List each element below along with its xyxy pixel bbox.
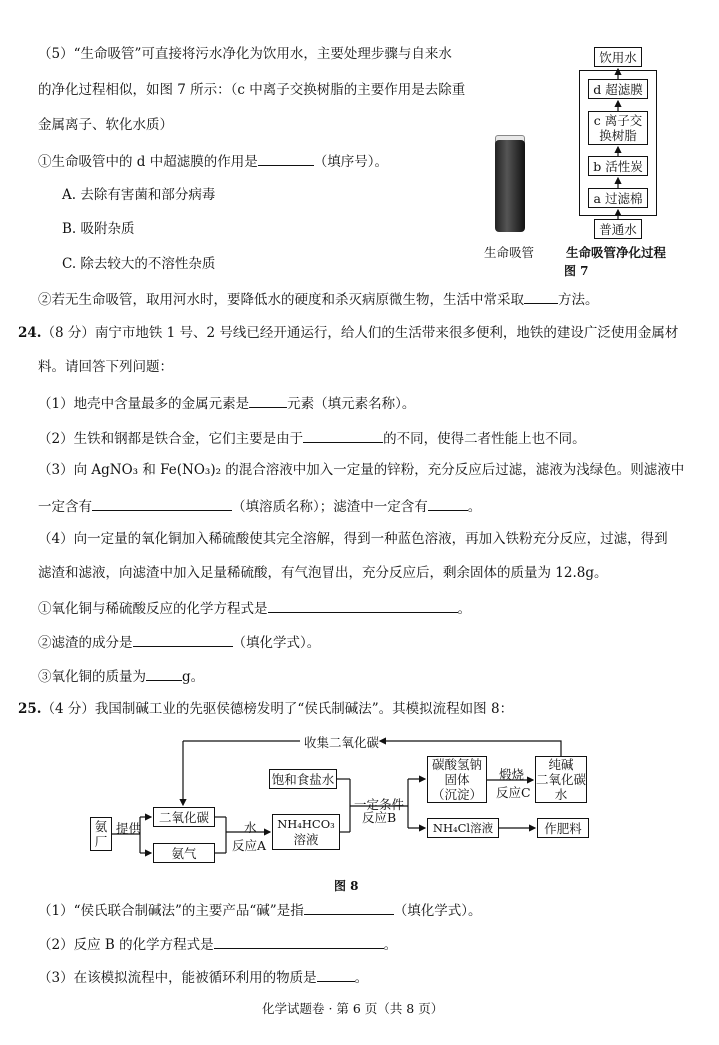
fig8-nahco3-l1: 碳酸氢钠 <box>431 757 482 772</box>
q24-p4-sub3-text: ③氧化铜的质量为 <box>38 669 146 685</box>
q25-p3 <box>38 967 368 987</box>
fig8-reaction-b: 反应B <box>362 810 397 825</box>
q25-p1-tail: （填化学式）。 <box>393 903 482 919</box>
fig7-caption: 图 7 <box>564 264 589 278</box>
fig8-water: 水 <box>244 820 257 835</box>
fig8-soda-l1: 纯碱 <box>548 757 574 772</box>
fig7-box-ordinary-water: 普通水 <box>594 219 642 239</box>
q23-p5-line1: （5）“生命吸管”可直接将污水净化为饮用水，主要处理步骤与自来水 <box>38 46 452 62</box>
fig8-soda-l2: 二氧化碳 <box>536 772 587 787</box>
q25-number: 25. <box>18 701 42 717</box>
q23-option-a: A. 去除有害菌和部分病毒 <box>62 187 216 203</box>
q23-sub1-tail: （填序号）。 <box>313 154 388 170</box>
q25-p2-text: （2）反应 B 的化学方程式是 <box>38 937 214 953</box>
fig8-nahco3-l3: （沉淀） <box>431 787 482 802</box>
fig8-box-brine: 饱和食盐水 <box>269 769 337 789</box>
fig7-label-process: 生命吸管净化过程 <box>566 245 667 260</box>
fig8-soda-l3: 水 <box>554 787 568 802</box>
fig8-calcine: 煅烧 <box>499 767 525 782</box>
q24-p4-sub3-tail: g。 <box>182 669 205 685</box>
fig8-reaction-a: 反应A <box>232 838 267 853</box>
q24-p4-line1: （4）向一定量的氧化铜加入稀硫酸使其完全溶解，得到一种蓝色溶液，再加入铁粉充分反应，过滤，得到 <box>38 531 668 547</box>
fig8-nh4hco3-l1: NH₄HCO₃ <box>277 817 335 831</box>
fig8-collect-co2: 收集二氧化碳 <box>304 735 380 750</box>
q24-p4-sub2-text: ②滤渣的成分是 <box>38 635 133 651</box>
q24-p1-text: （1）地壳中含量最多的金属元素是 <box>38 396 250 412</box>
q25-p1 <box>38 900 481 920</box>
q24-p3-line2b: （填溶质名称）；滤渣中一定含有 <box>232 499 428 515</box>
q24-p3-line2a: 一定含有 <box>38 499 92 515</box>
fig7-box-drinking-water: 饮用水 <box>594 47 642 67</box>
q24-p2-tail: 的不同，使得二者性能上也不同。 <box>383 431 586 447</box>
fig7-box-c-line2: 换树脂 <box>599 128 637 143</box>
q25-intro-text: （4 分）我国制碱工业的先驱侯德榜发明了“侯氏制碱法”。其模拟流程如图 8： <box>41 701 514 717</box>
fig7-box-c-line1: c 离子交 <box>593 113 643 128</box>
fig8-nh4cl-text: NH₄Cl溶液 <box>432 820 494 835</box>
fig8-nahco3-l2: 固体 <box>444 772 470 787</box>
q24-intro1: （8 分）南宁市地铁 1 号、2 号线已经开通运行，给人们的生活带来很多便利，地铁的建设广泛使用金属材 <box>41 325 679 341</box>
answer-blank[interactable] <box>304 900 394 915</box>
q24-p4-sub1-text: ①氧化铜与稀硫酸反应的化学方程式是 <box>38 601 268 617</box>
q24-p4-sub1-tail: 。 <box>457 601 471 617</box>
q24-p4-line2: 滤渣和滤液，向滤渣中加入足量稀硫酸，有气泡冒出，充分反应后，剩余固体的质量为 12.8g。 <box>38 565 608 581</box>
q24-p3-line1: （3）向 AgNO₃ 和 Fe(NO₃)₂ 的混合溶液中加入一定量的锌粉，充分反应后过滤，滤液为浅绿色。则滤液中 <box>38 462 685 478</box>
q25-p3-tail: 。 <box>354 970 369 986</box>
q23-option-c: C. 除去较大的不溶性杂质 <box>62 256 216 272</box>
q25-p1-text: （1）“侯氏联合制碱法”的主要产品“碱”是指 <box>38 903 304 919</box>
fig7-box-b-activated-carbon: b 活性炭 <box>588 156 648 176</box>
q24-p3-line2c: 。 <box>467 499 482 515</box>
fig8-supply: 提供 <box>116 821 142 836</box>
fig8-condition: 一定条件 <box>354 797 405 812</box>
q23-sub2-text: ②若无生命吸管，取用河水时，要降低水的硬度和杀灭病原微生物，生活中常采取 <box>38 292 524 308</box>
fig8-box-nh3: 氨气 <box>153 843 215 863</box>
fig8-reaction-c: 反应C <box>496 785 531 800</box>
q24-p4-sub2-tail: （填化学式）。 <box>232 635 321 651</box>
q24-p2-text: （2）生铁和钢都是铁合金，它们主要是由于 <box>38 431 304 447</box>
fig8-caption: 图 8 <box>334 879 359 893</box>
q25-p2-tail: 。 <box>383 937 398 953</box>
fig8-box-co2: 二氧化碳 <box>153 807 215 827</box>
fig7-label-tube: 生命吸管 <box>484 245 535 260</box>
fig7-box-a-filter-cotton: a 过滤棉 <box>588 188 648 208</box>
q23-option-b: B. 吸附杂质 <box>62 221 135 237</box>
answer-blank[interactable] <box>214 934 384 949</box>
fig8-nh4hco3-l2: 溶液 <box>293 832 319 847</box>
q24-intro-line2: 料。请回答下列问题： <box>38 359 173 375</box>
fig8-box-fertilizer: 作肥料 <box>537 818 589 838</box>
answer-blank[interactable] <box>317 967 355 982</box>
q23-p5-line3: 金属离子、软化水质） <box>38 117 173 133</box>
q24-p1-tail: 元素（填元素名称）。 <box>287 396 416 412</box>
q24-number: 24. <box>18 325 42 341</box>
fig7-box-d-ultrafiltration: d 超滤膜 <box>588 79 648 99</box>
fig8-ammonia-plant-l1: 氨 <box>94 819 108 834</box>
q23-sub2-tail: 方法。 <box>558 292 599 308</box>
q25-p2 <box>38 934 397 954</box>
fig8-ammonia-plant-l2: 厂 <box>94 834 108 849</box>
q23-p5-line2: 的净化过程相似，如图 7 所示：（c 中离子交换树脂的主要作用是去除重 <box>38 82 466 98</box>
q23-sub1-text: ①生命吸管中的 d 中超滤膜的作用是 <box>38 154 258 170</box>
page-footer: 化学试题卷 · 第 6 页（共 8 页） <box>262 1001 444 1016</box>
q25-p3-text: （3）在该模拟流程中，能被循环利用的物质是 <box>38 970 317 986</box>
